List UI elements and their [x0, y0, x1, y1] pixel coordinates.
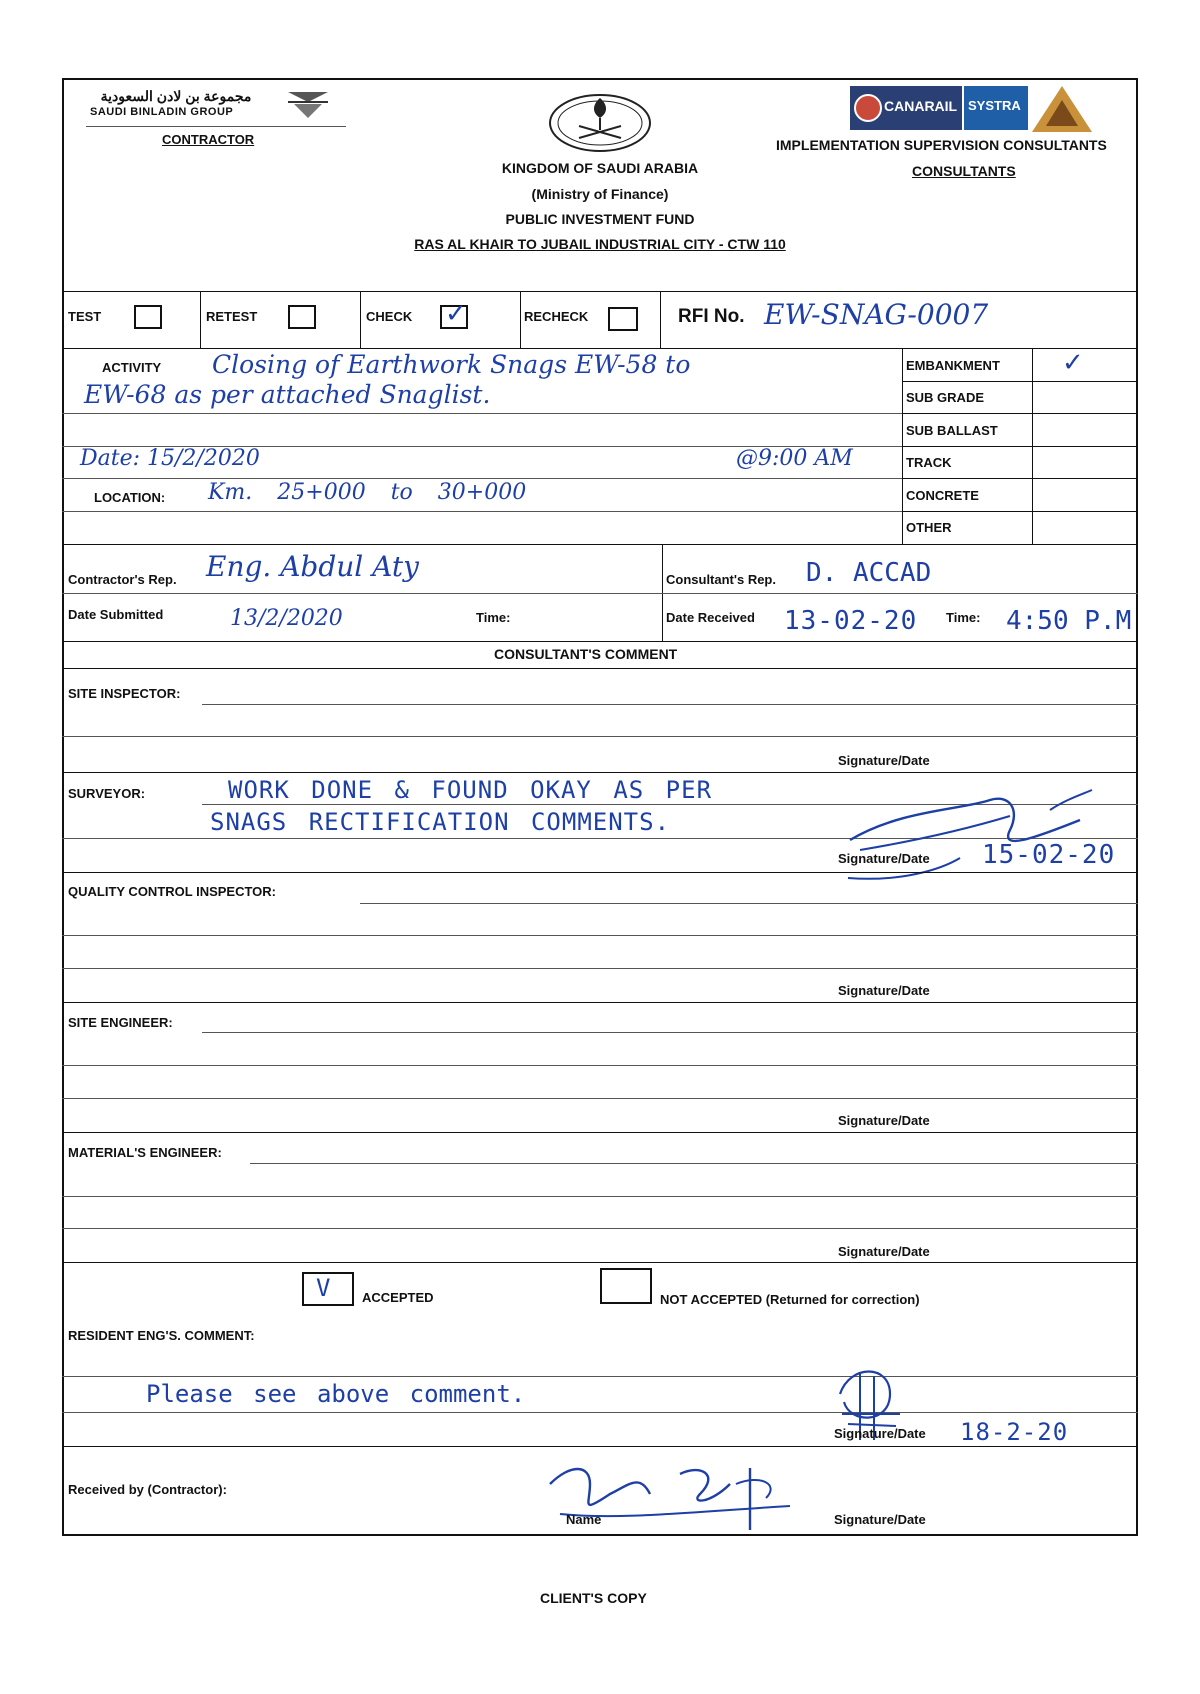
site-inspector-signature-label: Signature/Date: [838, 753, 930, 768]
check-label: CHECK: [366, 309, 413, 324]
binladin-logo-icon: [286, 88, 330, 120]
site-engineer-signature-label: Signature/Date: [838, 1113, 930, 1128]
received-by-label: Received by (Contractor):: [68, 1482, 227, 1497]
activity-line-1[interactable]: Closing of Earthwork Snags EW-58 to: [212, 350, 691, 379]
contractor-name: SAUDI BINLADIN GROUP: [90, 106, 234, 118]
consultant-title: IMPLEMENTATION SUPERVISION CONSULTANTS: [776, 137, 1107, 153]
resident-signature-date[interactable]: 18-2-20: [960, 1418, 1069, 1446]
category-embankment-mark[interactable]: ✓: [1062, 348, 1084, 378]
activity-label: ACTIVITY: [102, 360, 162, 375]
surveyor-comment-line-2[interactable]: SNAGS RECTIFICATION COMMENTS.: [210, 808, 671, 836]
kingdom-emblem-icon: [545, 92, 655, 154]
consultant-logos: [850, 86, 1100, 134]
consultants-label: CONSULTANTS: [912, 163, 1016, 179]
resident-comment-value[interactable]: Please see above comment.: [146, 1380, 526, 1408]
accepted-mark: V: [316, 1274, 332, 1302]
not-accepted-label: NOT ACCEPTED (Returned for correction): [660, 1292, 920, 1307]
systra-logo: SYSTRA: [964, 86, 1028, 130]
retest-checkbox[interactable]: [288, 305, 316, 329]
test-checkbox[interactable]: [134, 305, 162, 329]
consultant-comment-title: CONSULTANT'S COMMENT: [494, 646, 678, 662]
time-received-label: Time:: [946, 610, 981, 625]
date-received-value[interactable]: 13-02-20: [784, 606, 918, 636]
contractor-arabic-name: مجموعة بن لادن السعودية: [100, 88, 252, 104]
time-received-value[interactable]: 4:50 P.M: [1006, 606, 1132, 636]
location-value[interactable]: Km. 25+000 to 30+000: [208, 480, 527, 505]
materials-engineer-label: MATERIAL'S ENGINEER:: [68, 1145, 222, 1160]
accepted-checkbox[interactable]: [302, 1272, 354, 1306]
surveyor-comment-line-1[interactable]: WORK DONE & FOUND OKAY AS PER: [228, 776, 713, 804]
category-subballast-label: SUB BALLAST: [906, 423, 998, 438]
activity-time[interactable]: @9:00 AM: [736, 446, 853, 471]
site-inspector-label: SITE INSPECTOR:: [68, 686, 181, 701]
category-embankment-label: EMBANKMENT: [906, 358, 1000, 373]
received-signature-label: Signature/Date: [834, 1512, 926, 1527]
activity-line-2[interactable]: EW-68 as per attached Snaglist.: [84, 380, 491, 409]
consultant-rep-label: Consultant's Rep.: [666, 572, 776, 587]
materials-engineer-signature-label: Signature/Date: [838, 1244, 930, 1259]
category-track-label: TRACK: [906, 455, 952, 470]
qc-inspector-signature-label: Signature/Date: [838, 983, 930, 998]
recheck-checkbox[interactable]: [608, 307, 638, 331]
not-accepted-checkbox[interactable]: [600, 1268, 652, 1304]
location-label: LOCATION:: [94, 490, 166, 505]
header-center-text: [370, 160, 830, 260]
canarail-logo: CANARAIL: [850, 86, 962, 130]
surveyor-label: SURVEYOR:: [68, 786, 146, 801]
contractor-rep-label: Contractor's Rep.: [68, 572, 177, 587]
category-subgrade-label: SUB GRADE: [906, 390, 985, 405]
contractor-label: CONTRACTOR: [162, 132, 255, 147]
surveyor-signature-label: Signature/Date: [838, 851, 930, 866]
surveyor-signature-date[interactable]: 15-02-20: [982, 840, 1116, 870]
third-consultant-logo-icon: [1032, 86, 1092, 132]
date-submitted-value[interactable]: 13/2/2020: [230, 606, 343, 631]
category-other-label: OTHER: [906, 520, 952, 535]
consultant-rep-value[interactable]: D. ACCAD: [806, 558, 932, 588]
retest-label: RETEST: [206, 309, 258, 324]
date-received-label: Date Received: [666, 610, 755, 625]
header-line-1: KINGDOM OF SAUDI ARABIA: [501, 160, 699, 176]
header-line-2: (Ministry of Finance): [531, 186, 669, 202]
header-line-4: RAS AL KHAIR TO JUBAIL INDUSTRIAL CITY - CTW 110: [414, 236, 786, 252]
test-label: TEST: [68, 309, 102, 324]
time-submitted-label: Time:: [476, 610, 511, 625]
contractor-block: [86, 88, 346, 158]
accepted-label: ACCEPTED: [362, 1290, 434, 1305]
category-concrete-label: CONCRETE: [906, 488, 979, 503]
qc-inspector-label: QUALITY CONTROL INSPECTOR:: [68, 884, 277, 899]
footer-copy-label: CLIENT'S COPY: [540, 1590, 647, 1606]
rfi-number[interactable]: EW-SNAG-0007: [764, 298, 989, 331]
date-submitted-label: Date Submitted: [68, 607, 164, 622]
recheck-label: RECHECK: [524, 309, 589, 324]
resident-comment-label: RESIDENT ENG'S. COMMENT:: [68, 1328, 255, 1343]
contractor-rep-value[interactable]: Eng. Abdul Aty: [206, 550, 419, 583]
resident-signature-label: Signature/Date: [834, 1426, 926, 1441]
header-line-3: PUBLIC INVESTMENT FUND: [505, 211, 695, 227]
rfi-label: RFI No.: [678, 306, 745, 327]
received-name-label: Name: [566, 1512, 602, 1527]
site-engineer-label: SITE ENGINEER:: [68, 1015, 173, 1030]
check-mark: ✓: [445, 299, 467, 329]
check-checkbox[interactable]: [440, 299, 468, 329]
activity-date[interactable]: Date: 15/2/2020: [80, 446, 260, 471]
